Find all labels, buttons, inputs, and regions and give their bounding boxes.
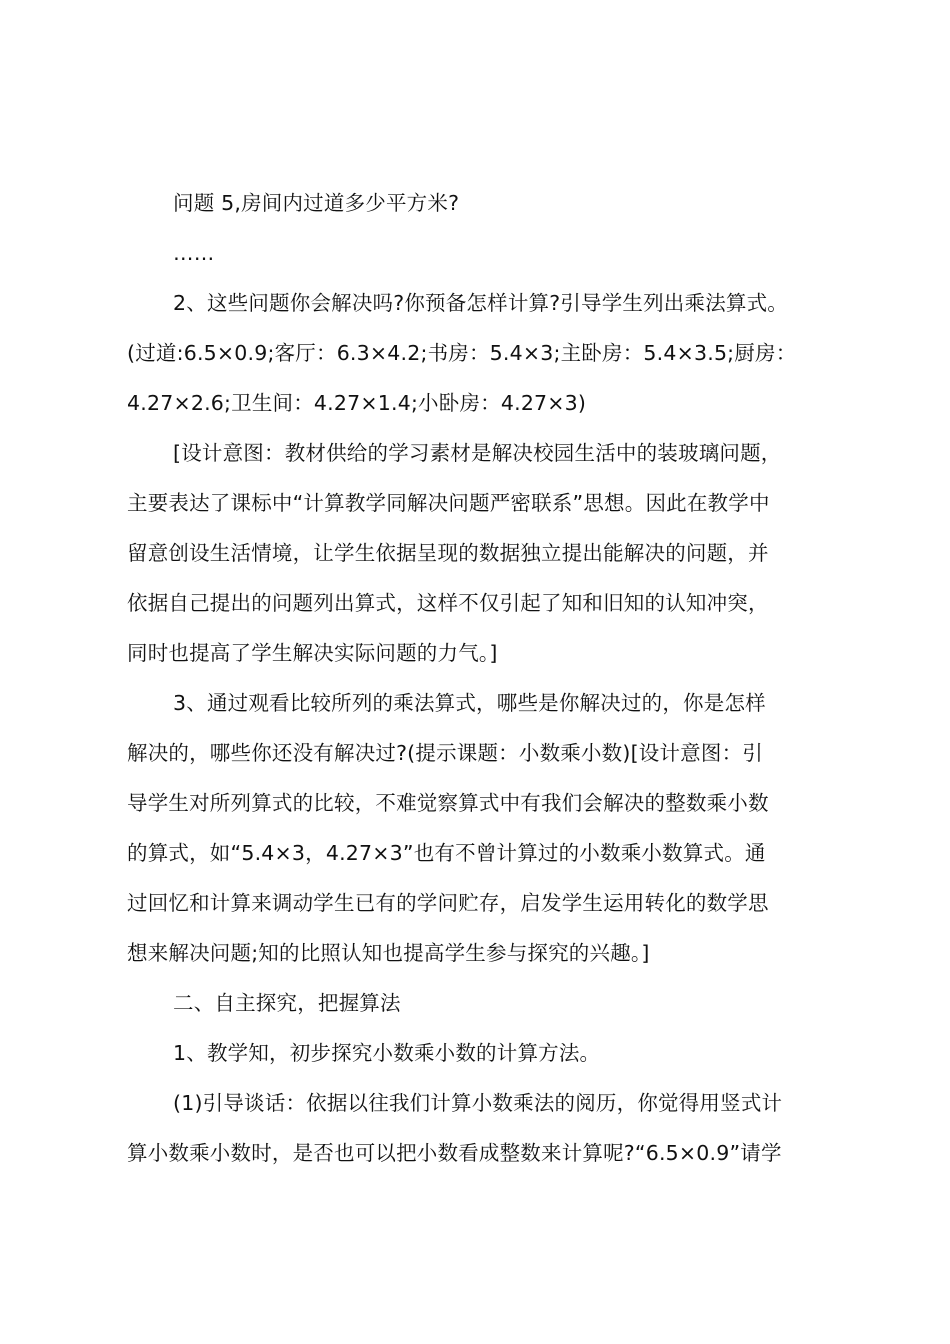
text-line: [设计意图：教材供给的学习素材是解决校园生活中的装玻璃问题， xyxy=(173,441,782,465)
text-line: 1、教学知，初步探究小数乘小数的计算方法。 xyxy=(173,1041,601,1065)
text-line: 依据自己提出的问题列出算式，这样不仅引起了知和旧知的认知冲突， xyxy=(127,591,769,615)
text-line: 的算式，如“5.4×3，4.27×3”也有不曾计算过的小数乘小数算式。通 xyxy=(127,841,766,865)
text-line: 过回忆和计算来调动学生已有的学问贮存，启发学生运用转化的数学思 xyxy=(127,891,769,915)
text-line: (1)引导谈话：依据以往我们计算小数乘法的阅历，你觉得用竖式计 xyxy=(173,1091,783,1115)
text-line: 想来解决问题;知的比照认知也提高学生参与探究的兴趣。] xyxy=(127,941,650,965)
text-line: 问题 5,房间内过道多少平方米? xyxy=(173,191,460,215)
text-line: 算小数乘小数时，是否也可以把小数看成整数来计算呢?“6.5×0.9”请学 xyxy=(127,1141,782,1165)
text-line: 导学生对所列算式的比较，不难觉察算式中有我们会解决的整数乘小数 xyxy=(127,791,769,815)
text-line: 4.27×2.6;卫生间：4.27×1.4;小卧房：4.27×3) xyxy=(127,391,587,415)
text-line: 留意创设生活情境，让学生依据呈现的数据独立提出能解决的问题，并 xyxy=(127,541,769,565)
text-line: 主要表达了课标中“计算教学同解决问题严密联系”思想。因此在教学中 xyxy=(127,491,770,515)
section-heading: 二、自主探究，把握算法 xyxy=(173,991,401,1015)
text-line: 3、通过观看比较所列的乘法算式，哪些是你解决过的，你是怎样 xyxy=(173,691,766,715)
text-line: 同时也提高了学生解决实际问题的力气。] xyxy=(127,641,498,665)
text-line: …… xyxy=(173,241,215,265)
text-line: 2、这些问题你会解决吗?你预备怎样计算?引导学生列出乘法算式。 xyxy=(173,291,789,315)
text-line: (过道:6.5×0.9;客厅：6.3×4.2;书房：5.4×3;主卧房：5.4×3.5;厨房： xyxy=(127,341,797,365)
text-line: 解决的，哪些你还没有解决过?(提示课题：小数乘小数)[设计意图：引 xyxy=(127,741,763,765)
